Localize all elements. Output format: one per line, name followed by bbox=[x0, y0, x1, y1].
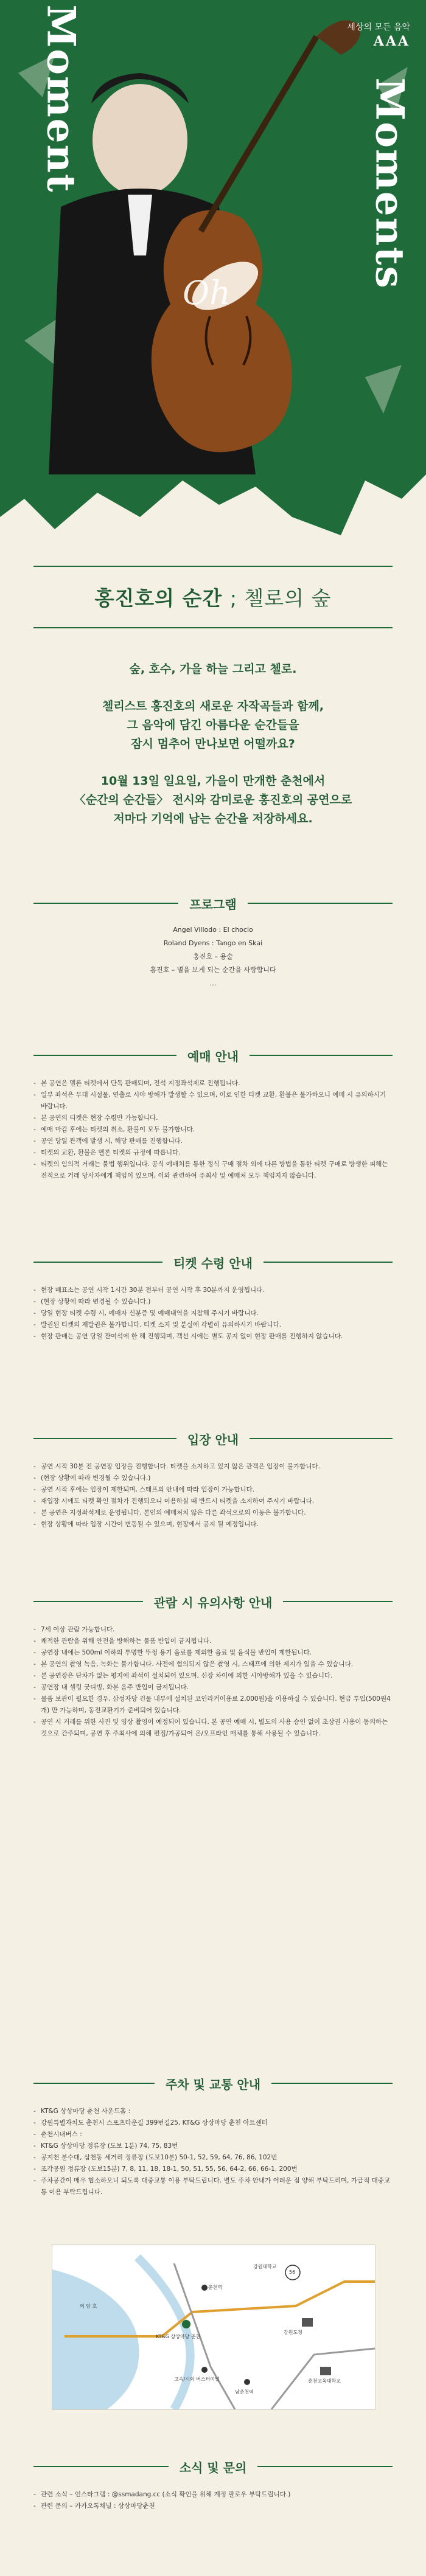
list-item: - 공연 시 거래를 위한 사진 및 영상 촬영이 예정되어 있습니다. 본 공연 예매 시, 별도의 사용 승인 없이 초상권 사용이 동의하는 것으로 간주되며, 공연 후 주최사에 의해 편집/가공되어 온/오프라인 매체를 통해 사용될 수 있습니다. bbox=[33, 1717, 393, 1740]
heading-line bbox=[33, 2466, 169, 2467]
intro-paragraph bbox=[24, 697, 402, 754]
contact-heading bbox=[33, 2457, 393, 2476]
list-item: - 본 공연은 지정좌석제로 운영됩니다. 본인의 예매처치 않은 다른 좌석으로의 이동은 불가합니다. bbox=[33, 1507, 393, 1519]
intro-line: 10월 13일 일요일, 가을이 만개한 춘천에서 bbox=[100, 774, 326, 788]
title-block bbox=[33, 566, 393, 628]
list-item: - 주차공간이 매우 협소하오니 되도록 대중교통 이용 부탁드립니다. 별도 주차 안내가 어려운 점 양해 부탁드리며, 가급적 대중교통 이용 부탁드립니다. bbox=[33, 2175, 393, 2198]
page-title-sub: ; 첼로의 숲 bbox=[229, 586, 332, 610]
title-rule-top bbox=[33, 566, 393, 567]
list-item: - 관련 소식 – 인스타그램 : @ssmadang.cc (소식 확인을 위해 계정 팔로우 부탁드립니다.) bbox=[33, 2489, 393, 2501]
map-label-station2: 춘천역 bbox=[208, 2285, 223, 2290]
heading-line bbox=[33, 1438, 176, 1439]
list-item: - 발권된 티켓의 재발권은 불가합니다. 티켓 소지 및 분실에 각별히 유의하시기 바랍니다. bbox=[33, 1319, 393, 1331]
list-item: - 예매 마감 후에는 티켓의 취소, 환불이 모두 불가합니다. bbox=[33, 1124, 393, 1136]
entry-list bbox=[33, 1461, 393, 1530]
page-title-main: 홍진호의 순간 bbox=[94, 586, 223, 610]
hero-logo-line: 세상의 모든 음악 bbox=[347, 23, 410, 32]
list-item: - 본 공연장은 단차가 없는 평지에 좌석이 설치되어 있으며, 신장 차이에 의한 시야방해가 있을 수 있습니다. bbox=[33, 1670, 393, 1682]
list-item: - 현장 매표소는 공연 시작 1시간 30분 전부터 공연 시작 후 30분까지 운영됩니다. bbox=[33, 1285, 393, 1296]
heading-line bbox=[271, 2083, 393, 2084]
list-item: - 공연장 내 셀링 굿디빙, 화분 음주 반입이 금지됩니다. bbox=[33, 1682, 393, 1693]
section-heading-label: 입장 안내 bbox=[187, 1432, 239, 1447]
entry-heading bbox=[33, 1429, 393, 1448]
heading-line bbox=[33, 1601, 143, 1602]
section-heading-label: 예매 안내 bbox=[187, 1049, 239, 1064]
list-item: - 본 공연의 티켓은 현장 수령만 가능합니다. bbox=[33, 1113, 393, 1124]
list-item: - 춘천시내버스 : bbox=[33, 2129, 393, 2140]
map-label-lake: 의 암 호 bbox=[80, 2303, 97, 2309]
list-item: - 조각공원 정류장 (도보15분) 7, 8, 11, 18, 18-1, 50, 51, 55, 56, 64-2, 66, 66-1, 200번 bbox=[33, 2164, 393, 2175]
list-item: - 공연 시작 후에는 입장이 제한되며, 스태프의 안내에 따라 입장이 가능합니다. bbox=[33, 1484, 393, 1496]
list-item: - 쾌적한 관람을 위해 안전을 방해하는 물품 반입이 금지됩니다. bbox=[33, 1636, 393, 1647]
notice-list bbox=[33, 1624, 393, 1740]
list-item: - 강원특별자치도 춘천시 스포츠타운길 399번길25, KT&G 상상마당 춘천 아트센터 bbox=[33, 2117, 393, 2129]
section-heading-label: 주차 및 교통 안내 bbox=[165, 2077, 261, 2092]
notice-heading bbox=[33, 1592, 393, 1611]
hero-logo-brand: AAA bbox=[373, 33, 410, 50]
page-title bbox=[33, 583, 393, 611]
program-item: Roland Dyens : Tango en Skai bbox=[163, 939, 263, 947]
heading-line bbox=[264, 1262, 393, 1263]
map-label-hospital: 춘천교육대학교 bbox=[308, 2378, 341, 2384]
heading-line bbox=[283, 1601, 393, 1602]
program-list bbox=[33, 923, 393, 990]
ticket-list bbox=[33, 1285, 393, 1342]
list-item: - 본 공연의 촬영 녹음, 녹화는 불가합니다. 사전에 협의되지 않은 촬영 시, 스태프에 의한 제지가 있을 수 있습니다. bbox=[33, 1659, 393, 1670]
booking-heading bbox=[33, 1046, 393, 1064]
heading-line bbox=[250, 1055, 393, 1056]
section-heading-label: 프로그램 bbox=[189, 897, 237, 912]
map-label-venue: KT&G 상상마당 춘천 bbox=[156, 2334, 201, 2339]
hero-word-right: Moments bbox=[366, 77, 413, 290]
list-item: - (현장 상황에 따라 변경될 수 있습니다.) bbox=[33, 1473, 393, 1484]
list-item: - KT&G 상상마당 춘천 사운드홀 : bbox=[33, 2106, 393, 2117]
location-map[interactable] bbox=[52, 2244, 375, 2410]
list-item: - 물품 보관이 필요한 경우, 삼성자당 건물 내부에 설치된 코인라커이용료 2,000원)을 이용하실 수 있습니다. 현금 투입(500원4개) 만 가능하며, 동전교환기가 준비되어 있습니다. bbox=[33, 1693, 393, 1717]
ticket-heading bbox=[33, 1253, 393, 1271]
list-item: - 티켓의 임의적 거래는 불법 행위입니다. 공식 예매처를 통한 정식 구매 절차 외에 다른 방법을 통한 티켓 구매로 방생한 피해는 전적으로 거래 당사자에게 책임이 있으며, 이와 관련하여 주최사 및 예매처 모두 책임지지 않습니다. bbox=[33, 1159, 393, 1182]
hero-banner bbox=[0, 0, 426, 547]
section-heading-label: 티켓 수령 안내 bbox=[173, 1255, 253, 1271]
heading-line bbox=[33, 2083, 155, 2084]
map-label-school: 강원대학교 bbox=[253, 2264, 277, 2269]
map-label-bus: 고속/시외 버스터미널 bbox=[174, 2376, 220, 2382]
intro-text bbox=[24, 660, 402, 847]
program-item: 홍진호 – 용술 bbox=[193, 953, 233, 960]
intro-line: 그 음악에 담긴 아름다운 순간들을 bbox=[127, 718, 299, 732]
hero-word-left: Moment bbox=[38, 4, 84, 193]
booking-list bbox=[33, 1078, 393, 1182]
section-heading-label: 소식 및 문의 bbox=[179, 2460, 247, 2475]
list-item: - 현장 상황에 따라 입장 시간이 변동될 수 있으며, 현장에서 공지 될 예정입니다. bbox=[33, 1519, 393, 1530]
intro-line: 잠시 멈추어 만나보면 어떨까요? bbox=[131, 737, 295, 751]
list-item: - 관련 문의 – 카카오톡채널 : 상상마당춘천 bbox=[33, 2501, 393, 2512]
heading-line bbox=[250, 1438, 393, 1439]
program-item: 홍진호 – 별을 보게 되는 순간을 사랑합니다 bbox=[150, 966, 276, 974]
intro-line: 숲, 호수, 가을 하늘 그리고 첼로. bbox=[129, 662, 297, 676]
program-item: Angel Villodo : El choclo bbox=[173, 926, 253, 934]
list-item: - 공연장 내에는 500ml 이하의 투명한 뚜껑 용기 음료를 제외한 음료 및 음식물 반입이 제한됩니다. bbox=[33, 1647, 393, 1659]
map-label-road-num: 56 bbox=[289, 2269, 296, 2275]
heading-line bbox=[33, 1262, 162, 1263]
list-item: - 당일 현장 티켓 수령 시, 예매자 신분증 및 예매내역을 지참해 주시기 바랍니다. bbox=[33, 1308, 393, 1319]
heading-line bbox=[248, 903, 393, 904]
map-label-station: 남춘천역 bbox=[235, 2389, 254, 2395]
list-item: - 티켓의 교환, 환불은 멜론 티켓의 규정에 따릅니다. bbox=[33, 1147, 393, 1159]
program-heading bbox=[33, 894, 393, 912]
list-item: - 7세 이상 관람 가능합니다. bbox=[33, 1624, 393, 1636]
list-item: - 공지천 분수대, 삼천동 세거리 정류장 (도보10분) 50-1, 52, 59, 64, 76, 86, 102번 bbox=[33, 2152, 393, 2164]
list-item: - 재입장 시에도 티켓 확인 절차가 진행되오니 이용하실 때 반드시 티켓을 소지하여 주시기 바랍니다. bbox=[33, 1496, 393, 1507]
section-heading-label: 관람 시 유의사항 안내 bbox=[153, 1595, 273, 1610]
contact-list bbox=[33, 2489, 393, 2512]
list-item: - 일부 좌석은 무대 시설물, 연출로 시야 방해가 발생할 수 있으며, 이로 인한 티켓 교환, 환불은 불가하오니 예매 시 유의하시기 바랍니다. bbox=[33, 1089, 393, 1113]
program-item: … bbox=[209, 979, 217, 987]
list-item: - KT&G 상상마당 정류장 (도보 1분) 74, 75, 83번 bbox=[33, 2140, 393, 2152]
intro-line: 〈순간의 순간들〉 전시와 감미로운 홍진호의 공연으로 bbox=[74, 793, 352, 807]
list-item: - 본 공연은 멜론 티켓에서 단독 판매되며, 전석 지정좌석제로 진행됩니다. bbox=[33, 1078, 393, 1089]
list-item: - 공연 당일 관객에 발생 시, 해당 판매를 진행합니다. bbox=[33, 1136, 393, 1147]
map-label-city-hall: 강원도청 bbox=[284, 2330, 302, 2335]
title-rule-bottom bbox=[33, 627, 393, 628]
intro-line: 첼리스트 홍진호의 새로운 자작곡들과 함께, bbox=[102, 700, 324, 713]
heading-line bbox=[33, 903, 178, 904]
hero-script-text: Oh bbox=[183, 274, 231, 312]
list-item: - 현장 판매는 공연 당일 잔여석에 한 해 진행되며, 객선 시에는 별도 공지 없이 현장 판매를 진행하지 않습니다. bbox=[33, 1331, 393, 1342]
intro-paragraph bbox=[24, 772, 402, 828]
list-item: - 공연 시작 30분 전 공연장 입장을 진행합니다. 티켓을 소지하고 있지 않은 관객은 입장이 불가합니다. bbox=[33, 1461, 393, 1473]
heading-line bbox=[257, 2466, 393, 2467]
parking-heading bbox=[33, 2074, 393, 2092]
list-item: - (현장 상황에 따라 변경될 수 있습니다.) bbox=[33, 1296, 393, 1308]
heading-line bbox=[33, 1055, 176, 1056]
intro-line: 저마다 기억에 남는 순간을 저장하세요. bbox=[113, 812, 313, 825]
map-graphic bbox=[52, 2245, 375, 2409]
parking-list bbox=[33, 2106, 393, 2198]
hero-logo bbox=[347, 22, 410, 50]
